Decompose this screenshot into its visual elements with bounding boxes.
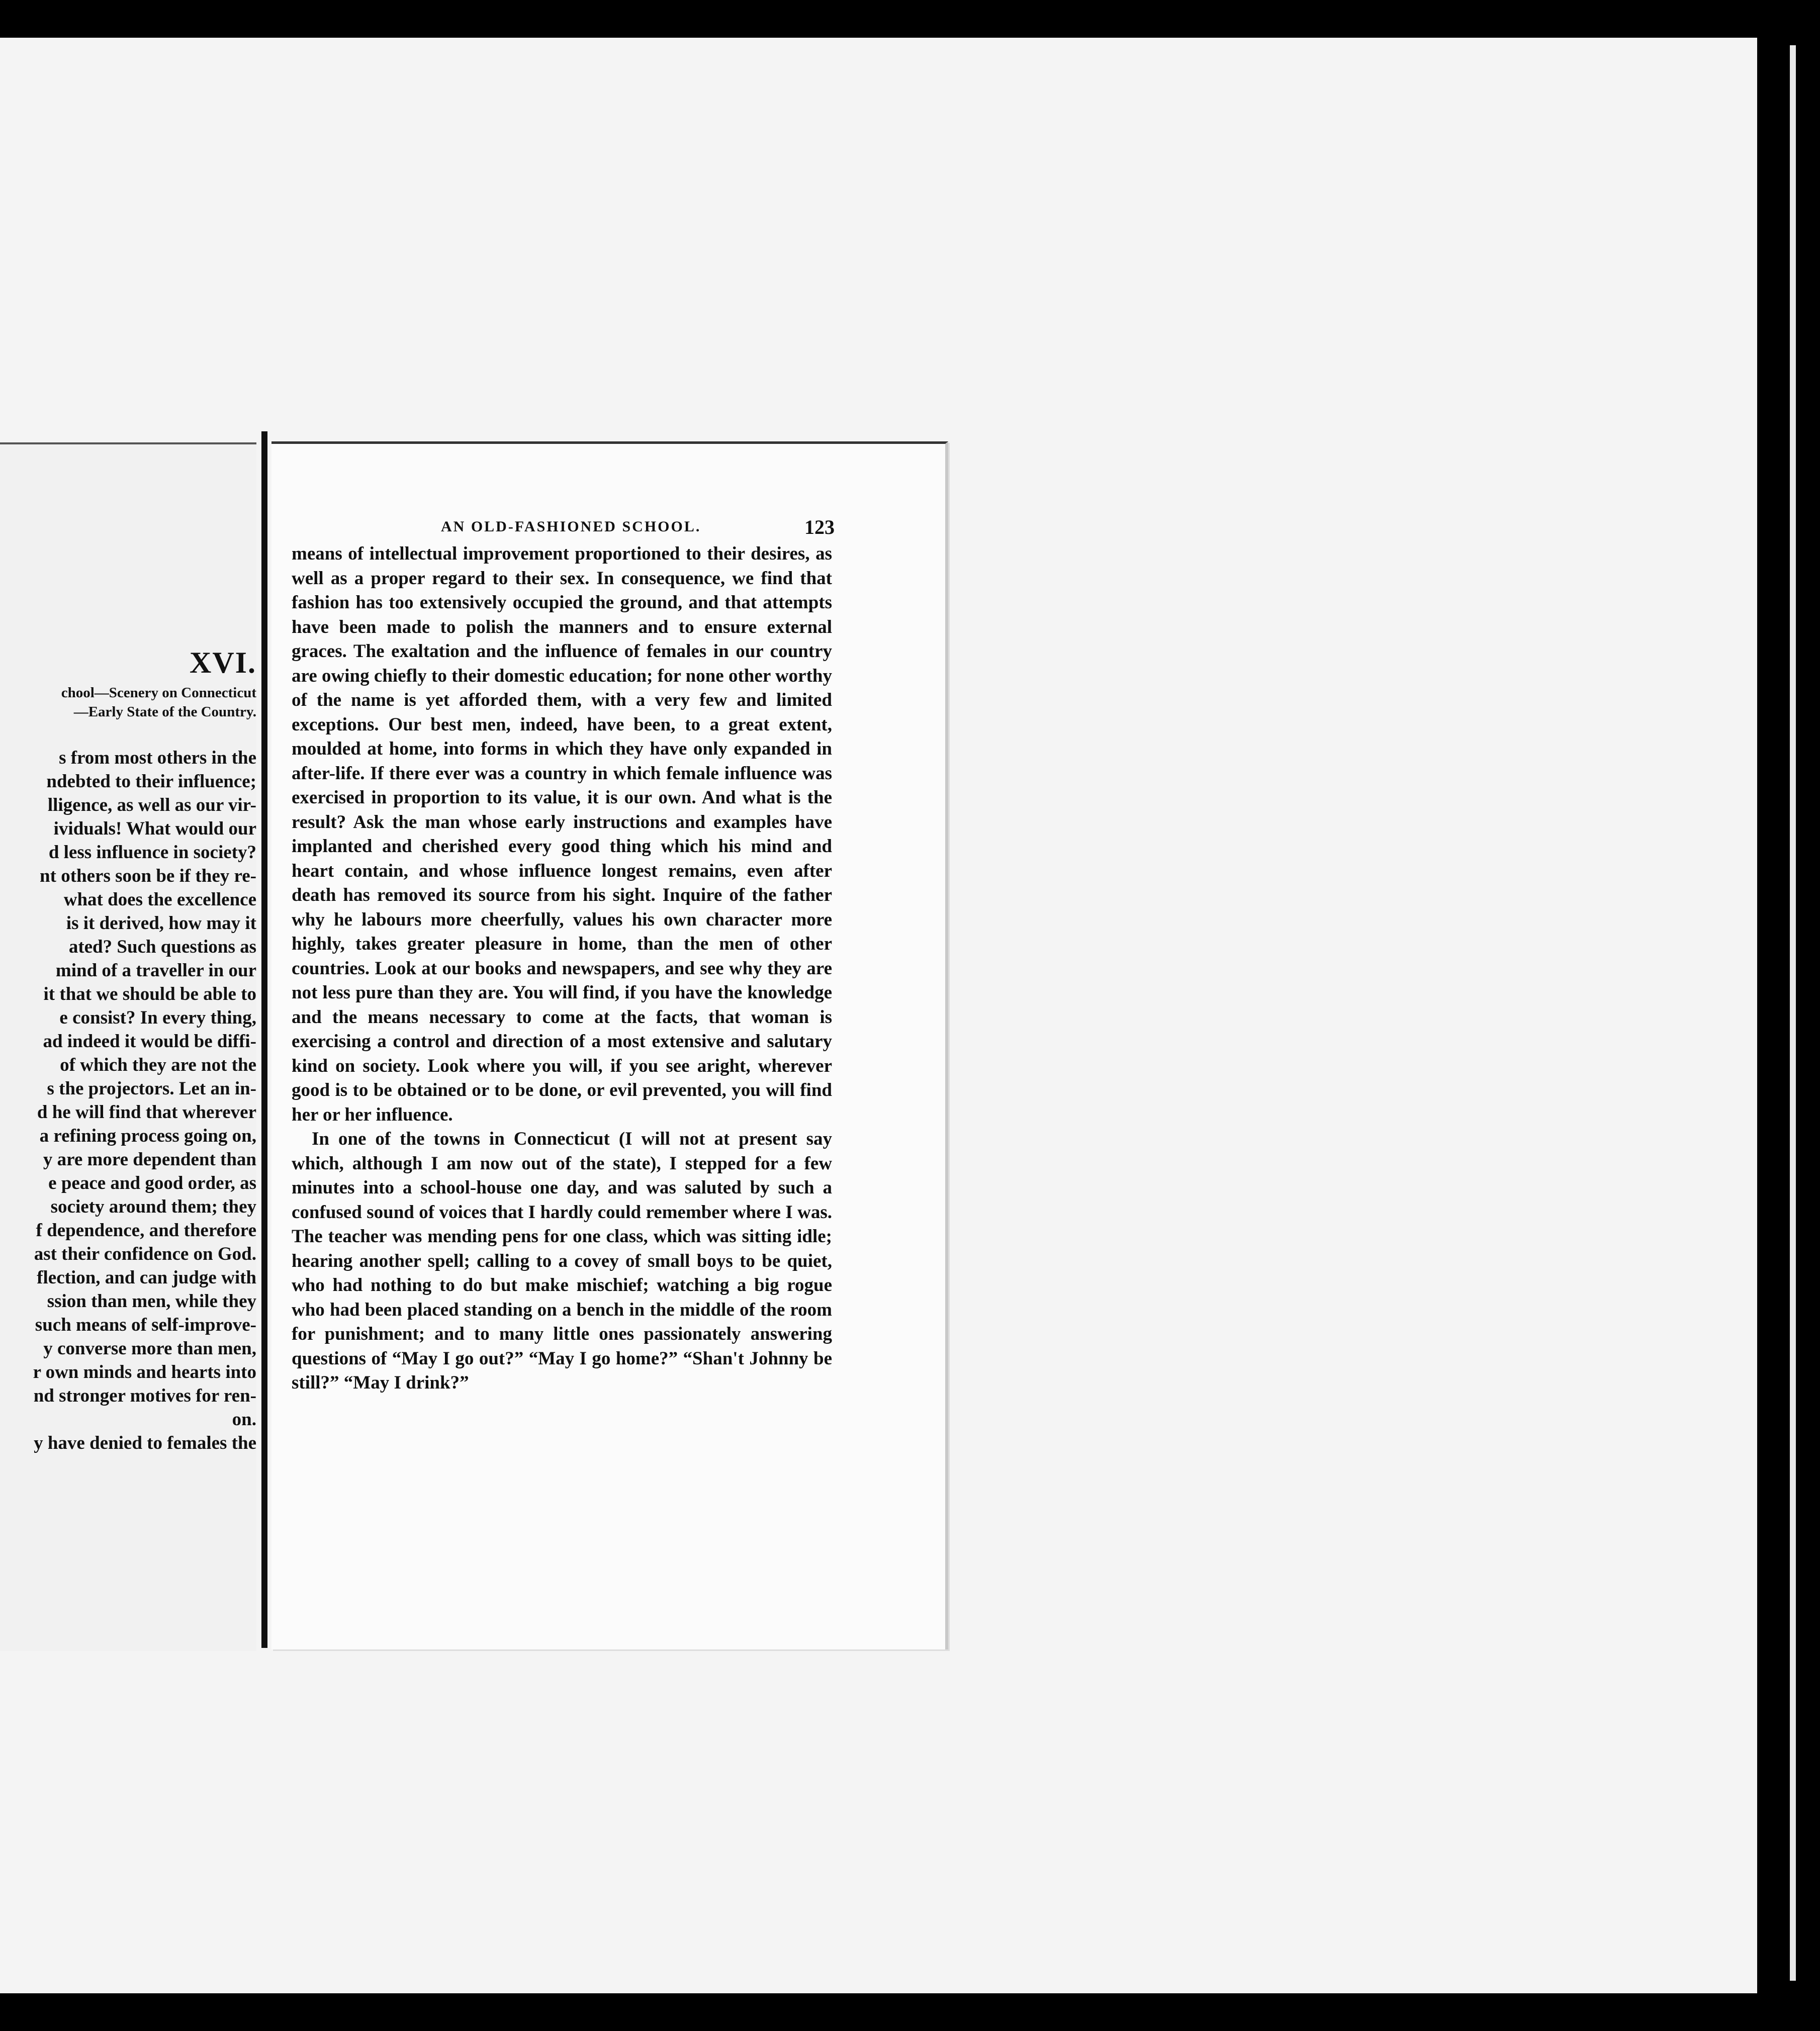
page-number: 123 [804,516,835,538]
left-page-line: is it derived, how may it [66,913,256,934]
left-page-line: nd stronger motives for ren- [33,1386,256,1406]
paragraph: means of intellectual improvement proportioned to their desires, as well as a proper regard to their sex. In consequence, we find that fashion has too extensively occupied the ground, and that attempts have been made to polish the manners and to ensure external graces. The exaltation and the influence of females in our country are owing chiefly to their domestic education; for none other worthy of the name is yet afforded them, with a very few and limited exceptions. Our best men, indeed, have been, to a great extent, moulded at home, into forms in which they have only expanded in after-life. If there ever was a country in which female influence was exercised in proportion to its value, it is our own. And what is the result? Ask the man whose early instructions and examples have implanted and cherished every good thing which his mind and heart contain, and whose influence longest remains, even after death has removed its source from his sight. Inquire of the father why he labours more cheerfully, values his own character more highly, takes greater pleasure in home, than the men of other countries. Look at our books and newspapers, and see why they are not less pure than they are. You will find, if you have the knowledge and the means necessary to come at the facts, that woman is exercising a control and direction of a most extensive and salutary kind on society. Look where you will, if you see aright, wherever good is to be obtained or to be done, or evil prevented, you will find her or her influence. [292,543,832,1125]
left-page-line: flection, and can judge with [37,1267,256,1288]
left-page-line: e peace and good order, as [48,1173,256,1193]
left-page-line: y are more dependent than [43,1149,256,1170]
paragraph: In one of the towns in Connecticut (I will not at present say which, although I am now out of the state), I stepped for a few minutes into a school-house one day, and was saluted by such a confused sound of voices that I hardly could remember where I was. The teacher was mending pens for one class, which was sitting idle; hearing another spell; calling to a covey of small boys to be quiet, who had nothing to do but make mischief; watching a big rogue who had been placed standing on a bench in the middle of the room for punishment; and to many little ones passionately answering questions of “May I go out?” “May I go home?” “Shan't Johnny be still?” “May I drink?” [292,1129,832,1393]
right-page [271,441,948,1649]
left-page-line: y have denied to females the [34,1433,256,1453]
left-page-line: y converse more than men, [43,1338,256,1359]
chapter-summary [10,683,256,721]
chapter-summary-line: —Early State of the Country. [73,704,256,720]
left-page-line: ad indeed it would be diffi- [43,1031,256,1052]
left-page-line: nt others soon be if they re- [40,866,256,886]
left-page-line: s the projectors. Let an in- [47,1078,256,1099]
left-page-line: ssion than men, while they [47,1291,256,1312]
left-page [0,442,256,1651]
page-body [292,542,832,1396]
left-page-line: lligence, as well as our vir- [47,795,256,815]
left-page-line: d he will find that wherever [37,1102,256,1123]
left-page-line: ated? Such questions as [68,937,256,957]
left-page-line: a refining process going on, [39,1126,256,1146]
left-page-line: ndebted to their influence; [46,771,256,792]
left-page-line: of which they are not the [60,1055,256,1075]
left-page-line: f dependence, and therefore [36,1220,256,1241]
left-page-line: what does the excellence [63,889,256,910]
left-page-line: it that we should be able to [43,984,256,1004]
book-spine [261,431,267,1648]
chapter-summary-line: chool—Scenery on Connecticut [61,685,256,701]
left-page-line: such means of self-improve- [35,1315,256,1335]
left-page-line: e consist? In every thing, [59,1007,256,1028]
left-page-line: ast their confidence on God. [34,1244,256,1264]
running-head: AN OLD-FASHIONED SCHOOL. [441,518,701,535]
left-page-line: s from most others in the [59,748,256,768]
left-page-line: on. [232,1409,256,1430]
left-page-line: mind of a traveller in our [55,960,256,981]
left-page-line: d less influence in society? [48,842,256,863]
left-page-body [10,746,256,1455]
chapter-number: XVI. [189,646,256,679]
left-page-line: r own minds and hearts into [33,1362,256,1382]
left-page-line: society around them; they [50,1196,256,1217]
scan-edge [1790,45,1796,1981]
left-page-line: ividuals! What would our [53,818,256,839]
